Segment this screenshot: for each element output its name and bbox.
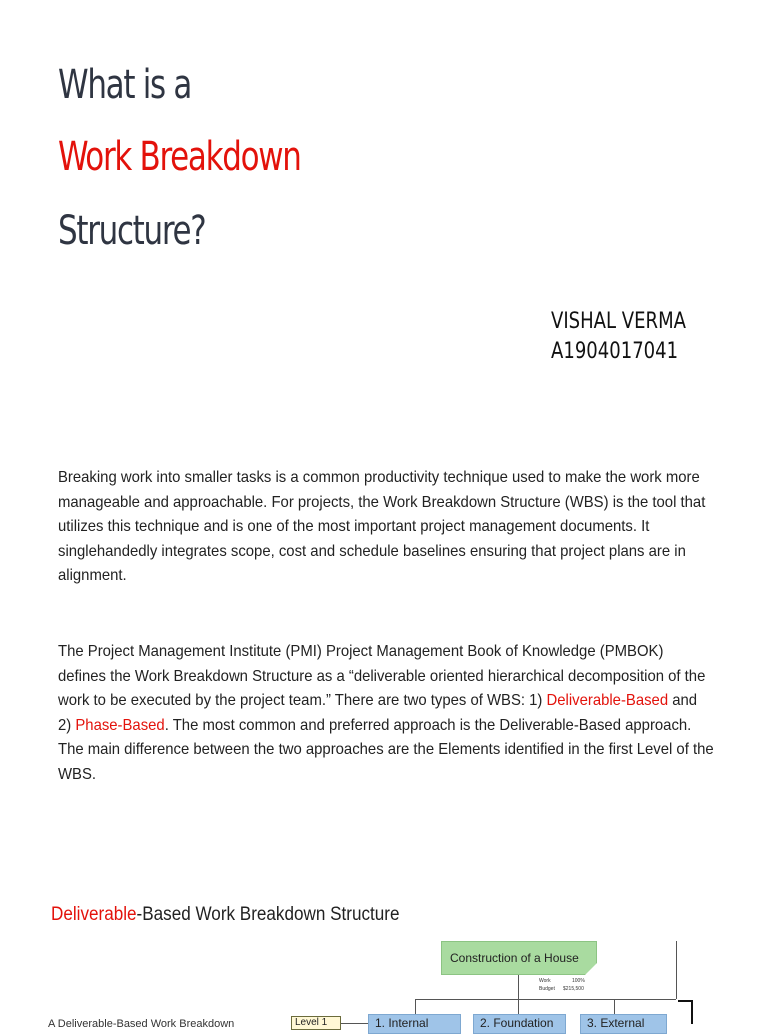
connector-horizontal [415,999,676,1000]
wbs-child-internal: 1. Internal [368,1014,461,1034]
level-1-box: Level 1 [291,1016,341,1030]
definition-text-1: The Project Management Institute (PMI) Project Management Book of Knowledge (PMBOK) defines the Work Breakdown Structure as a “deliverable oriented hierarchical decomposition of the work to be executed by the project team.” There are two types of WBS: 1) [58,643,706,710]
wbs-child-external: 3. External [580,1014,667,1034]
definition-text-3: . The most common and preferred approach is the Deliverable-Based approach. The main difference between the two approaches are the Elements identified in the first Level of the WBS. [58,716,714,783]
wbs-child-foundation: 2. Foundation [473,1014,566,1034]
connector-child-3 [614,999,615,1014]
wbs-root-box [441,941,597,975]
author-id: A1904017041 [551,339,679,364]
title-line-1: What is a [58,62,192,108]
title-line-3: Structure? [58,208,206,254]
author-name: VISHAL VERMA [551,309,686,334]
root-budget-label: Budget [539,986,555,992]
root-budget-value: $215,500 [563,986,584,992]
root-work-label: Work [539,978,551,984]
root-work-value: 100% [572,978,585,984]
title-line-2: Work Breakdown [58,134,301,180]
connector-child-1 [415,999,416,1014]
deliverable-based-highlight: Deliverable-Based [546,692,669,710]
wbs-root-label: Construction of a House [450,951,579,965]
connector-vertical [518,975,519,999]
connector-right-edge [676,941,677,999]
bracket-top [678,1000,692,1002]
section-heading [51,904,399,926]
definition-paragraph [58,640,714,788]
root-box-corner [585,963,597,975]
phase-based-highlight: Phase-Based [75,716,165,734]
diagram-caption-cut: A Deliverable-Based Work Breakdown [48,1018,235,1030]
definition-text-2: and 2) [58,692,698,734]
bracket-side [691,1000,693,1024]
connector-child-2 [518,999,519,1014]
intro-paragraph: Breaking work into smaller tasks is a common productivity technique used to make the work more manageable and approachable. For projects, the Work Breakdown Structure (WBS) is the tool that utilizes this technique and is one of the most important project management documents. It singlehandedly integrates scope, cost and schedule baselines ensuring that project plans are in alignment. [58,469,706,585]
section-heading-rest: -Based Work Breakdown Structure [136,904,400,925]
section-heading-red: Deliverable [51,904,137,925]
